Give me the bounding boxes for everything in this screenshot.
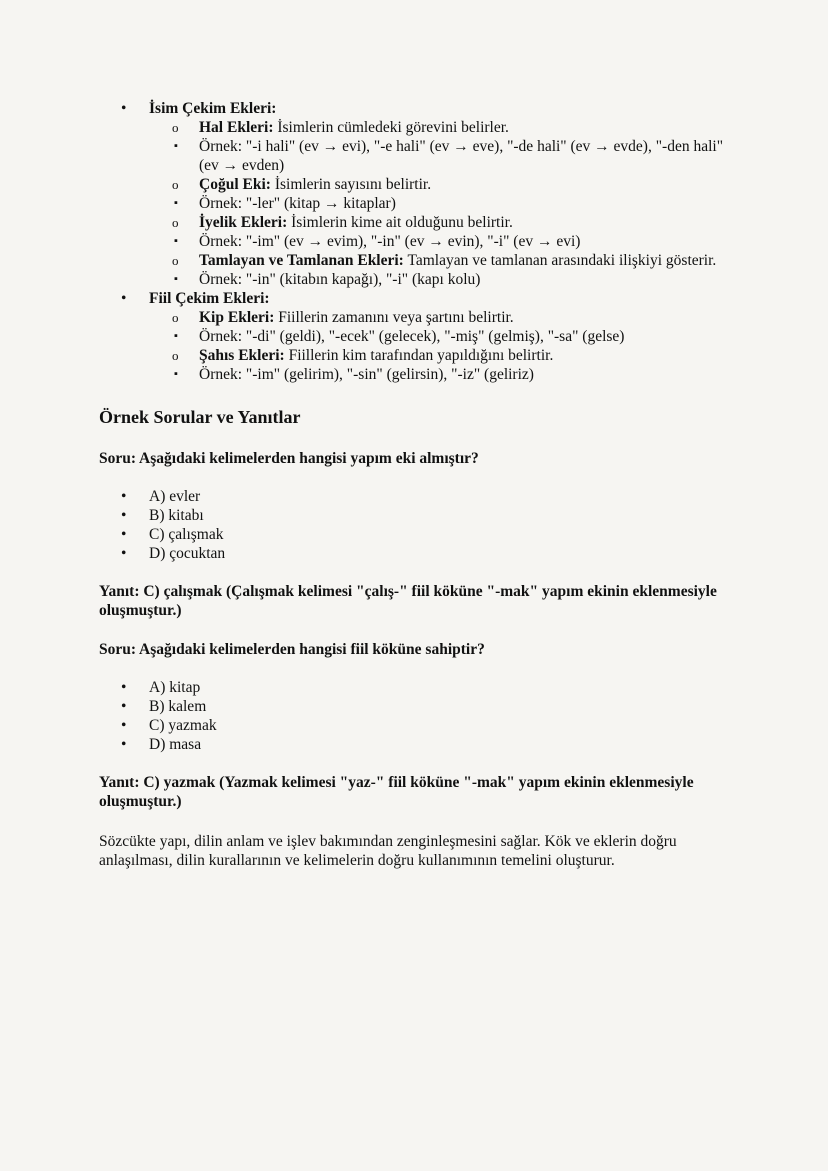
- option-item: [99, 525, 738, 544]
- item-desc: İsimlerin kime ait olduğunu belirtir.: [287, 214, 513, 231]
- example-text: Örnek: "-im" (ev → evim), "-in" (ev → evin), "-i" (ev → evi): [199, 233, 581, 250]
- bullet: ▪: [174, 197, 178, 209]
- example-text: Örnek: "-im" (gelirim), "-sin" (gelirsin), "-iz" (geliriz): [199, 366, 534, 383]
- option-item: [99, 697, 738, 716]
- bullet: o: [172, 177, 179, 192]
- item-label: İyelik Ekleri:: [199, 214, 288, 231]
- bullet: o: [172, 253, 179, 268]
- example-list: [174, 270, 738, 289]
- option-item: [99, 716, 738, 735]
- option-text: A) kitap: [149, 679, 201, 696]
- item-label: Tamlayan ve Tamlanan Ekleri:: [199, 252, 404, 269]
- question-2: Soru: Aşağıdaki kelimelerden hangisi fiil köküne sahiptir?: [99, 641, 485, 658]
- example-item: [149, 365, 738, 384]
- bullet: •: [121, 717, 127, 734]
- example-list: [174, 194, 738, 213]
- list-item: [99, 213, 738, 251]
- bullet: o: [172, 120, 179, 135]
- bullet: •: [121, 100, 127, 117]
- bullet: •: [121, 545, 127, 562]
- option-text: C) çalışmak: [149, 526, 224, 543]
- inflection-list: [99, 99, 738, 384]
- item-desc: Fiillerin kim tarafından yapıldığını belirtir.: [284, 347, 554, 364]
- option-text: D) masa: [149, 736, 202, 753]
- item-text: [199, 308, 729, 327]
- item-label: Şahıs Ekleri:: [199, 347, 285, 364]
- list-item: [99, 118, 738, 175]
- example-item: [149, 232, 738, 251]
- item-text: [199, 213, 729, 232]
- bullet: ▪: [174, 140, 178, 152]
- item-desc: Tamlayan ve tamlanan arasındaki ilişkiyi gösterir.: [403, 252, 717, 269]
- bullet: o: [172, 310, 179, 325]
- option-item: [99, 506, 738, 525]
- item-desc: İsimlerin sayısını belirtir.: [270, 176, 432, 193]
- bullet: •: [121, 736, 127, 753]
- bullet: ▪: [174, 330, 178, 342]
- bullet: •: [121, 698, 127, 715]
- answer-2: Yanıt: C) yazmak (Yazmak kelimesi "yaz-" fiil köküne "-mak" yapım ekinin eklenmesiyle oluşmuştur.): [99, 774, 694, 810]
- example-item: [149, 137, 738, 175]
- example-list: [174, 232, 738, 251]
- list-item: [99, 308, 738, 346]
- bullet: o: [172, 215, 179, 230]
- option-text: A) evler: [149, 488, 201, 505]
- options-list-1: [99, 487, 738, 563]
- item-text: [199, 175, 729, 194]
- item-label: Çoğul Eki:: [199, 176, 271, 193]
- item-text: [199, 346, 729, 365]
- option-text: B) kitabı: [149, 507, 204, 524]
- option-text: C) yazmak: [149, 717, 217, 734]
- bullet: ▪: [174, 235, 178, 247]
- option-item: [99, 487, 738, 506]
- bullet: ▪: [174, 368, 178, 380]
- item-label: Hal Ekleri:: [199, 119, 274, 136]
- section-title: İsim Çekim Ekleri:: [149, 100, 277, 117]
- section-verb-inflection: [99, 289, 738, 384]
- bullet: o: [172, 348, 179, 363]
- sublist: [149, 308, 738, 384]
- list-item: [99, 346, 738, 384]
- bullet: •: [121, 679, 127, 696]
- item-text: [199, 251, 729, 270]
- question-1: Soru: Aşağıdaki kelimelerden hangisi yapım eki almıştır?: [99, 450, 479, 467]
- example-item: [149, 194, 738, 213]
- bullet: •: [121, 290, 127, 307]
- option-item: [99, 678, 738, 697]
- option-item: [99, 735, 738, 754]
- item-text: [199, 118, 729, 137]
- sublist: [149, 118, 738, 289]
- bullet: •: [121, 507, 127, 524]
- item-label: Kip Ekleri:: [199, 309, 275, 326]
- example-text: Örnek: "-ler" (kitap → kitaplar): [199, 195, 396, 212]
- section-title: Fiil Çekim Ekleri:: [149, 290, 270, 307]
- answer-1: Yanıt: C) çalışmak (Çalışmak kelimesi "çalış-" fiil köküne "-mak" yapım ekinin eklenmesiyle oluşmuştur.): [99, 583, 717, 619]
- example-item: [149, 270, 738, 289]
- conclusion-paragraph: Sözcükte yapı, dilin anlam ve işlev bakımından zenginleşmesini sağlar. Kök ve eklerin doğru anlaşılması, dilin kurallarının ve kelimelerin doğru kullanımının temelini oluşturur.: [99, 833, 677, 869]
- bullet: •: [121, 488, 127, 505]
- example-text: Örnek: "-di" (geldi), "-ecek" (gelecek), "-miş" (gelmiş), "-sa" (gelse): [199, 328, 625, 345]
- option-text: B) kalem: [149, 698, 207, 715]
- example-list: [174, 327, 738, 346]
- option-text: D) çocuktan: [149, 545, 226, 562]
- example-item: [149, 327, 738, 346]
- section-noun-inflection: [99, 99, 738, 289]
- option-item: [99, 544, 738, 563]
- example-list: [174, 365, 738, 384]
- example-text: Örnek: "-in" (kitabın kapağı), "-i" (kapı kolu): [199, 271, 481, 288]
- options-list-2: [99, 678, 738, 754]
- example-text: Örnek: "-i hali" (ev → evi), "-e hali" (ev → eve), "-de hali" (ev → evde), "-den hali" (ev → evden): [199, 138, 724, 174]
- bullet: •: [121, 526, 127, 543]
- bullet: ▪: [174, 273, 178, 285]
- item-desc: Fiillerin zamanını veya şartını belirtir.: [274, 309, 514, 326]
- section-heading: Örnek Sorular ve Yanıtlar: [99, 407, 301, 427]
- list-item: [99, 175, 738, 213]
- example-list: [174, 137, 738, 175]
- list-item: [99, 251, 738, 289]
- item-desc: İsimlerin cümledeki görevini belirler.: [273, 119, 509, 136]
